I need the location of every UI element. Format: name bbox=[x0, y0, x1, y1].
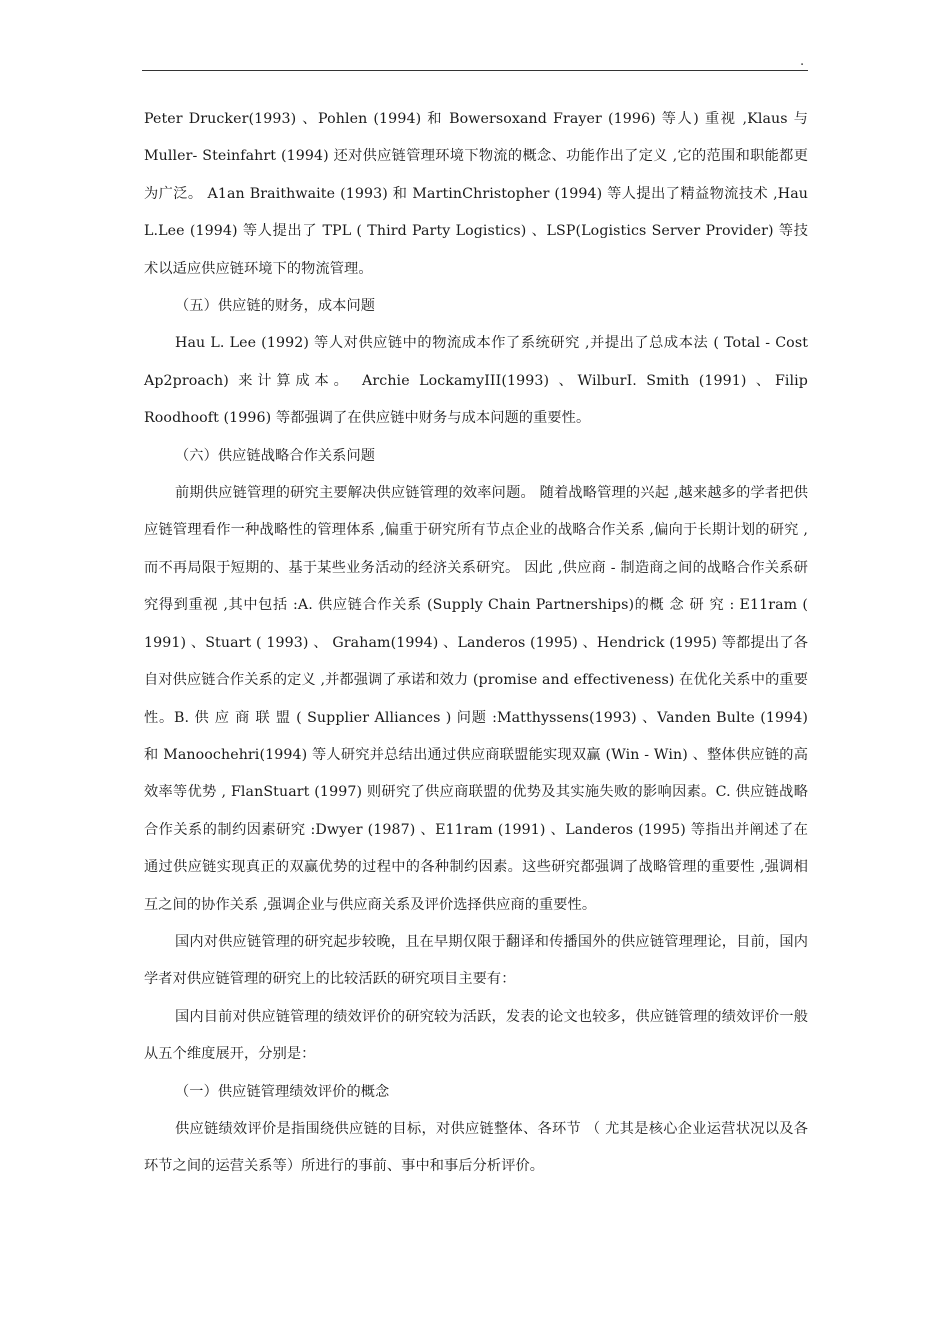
header-mark: . bbox=[800, 54, 805, 69]
paragraph-performance-concept: 供应链绩效评价是指围绕供应链的目标，对供应链整体、各环节 （ 尤其是核心企业运营状况以及各环节之间的运营关系等）所进行的事前、事中和事后分析评价。 bbox=[144, 1120, 808, 1175]
paragraph-domestic-research: 国内对供应链管理的研究起步较晚，且在早期仅限于翻译和传播国外的供应链管理理论，目前，国内学者对供应链管理的研究上的比较活跃的研究项目主要有： bbox=[144, 933, 808, 988]
document-body bbox=[144, 101, 808, 1186]
paragraph-strategic-partnership: 前期供应链管理的研究主要解决供应链管理的效率问题。 随着战略管理的兴起 ,越来越多的学者把供应链管理看作一种战略性的管理体系 ,偏重于研究所有节点企业的战略合作关系 ,偏向于长期计划的研究 ,而不再局限于短期的、基于某些业务活动的经济关系研究。 因此 ,供应商 - 制造商之间的战略合作关系研究得到重视 ,其中包括 :A. 供应链合作关系 (Supply Chain Partnerships)的概 念 研 究 : E11ram ( 1991) 、Stuart ( 1993) 、 Graham(1994) 、Landeros (1995) 、Hendrick (1995) 等都提出了各自对供应链合作关系的定义 ,并都强调了承诺和效力 (promise and effectiveness) 在优化关系中的重要性。B. 供 应 商 联 盟 ( Supplier Alliances ) 问题 :Matthyssens(1993) 、Vanden Bulte (1994) 和 Manoochehri(1994) 等人研究并总结出通过供应商联盟能实现双赢 (Win - Win) 、整体供应链的高效率等优势 , FlanStuart (1997) 则研究了供应商联盟的优势及其实施失败的影响因素。C. 供应链战略合作关系的制约因素研究 :Dwyer (1987) 、E11ram (1991) 、Landeros (1995) 等指出并阐述了在通过供应链实现真正的双赢优势的过程中的各种制约因素。这些研究都强调了战略管理的重要性 ,强调相互之间的协作关系 ,强调企业与供应商关系及评价选择供应商的重要性。 bbox=[144, 485, 808, 913]
section-heading-finance-cost: （五）供应链的财务，成本问题 bbox=[175, 298, 376, 315]
section-heading-performance-concept: （一）供应链管理绩效评价的概念 bbox=[175, 1083, 390, 1100]
paragraph-logistics-research: Peter Drucker(1993) 、Pohlen (1994) 和 Bowersoxand Frayer (1996) 等人) 重视 ,Klaus 与 Muller- Steinfahrt (1994) 还对供应链管理环境下物流的概念、功能作出了定义 ,它的范围和职能都更为广泛。 A1an Braithwaite (1993) 和 MartinChristopher (1994) 等人提出了精益物流技术 ,Hau L.Lee (1994) 等人提出了 TPL ( Third Party Logistics) 、LSP(Logistics Server Provider) 等技术以适应供应链环境下的物流管理。 bbox=[144, 111, 808, 277]
paragraph-performance-evaluation-intro: 国内目前对供应链管理的绩效评价的研究较为活跃，发表的论文也较多，供应链管理的绩效评价一般从五个维度展开，分别是： bbox=[144, 1008, 808, 1063]
paragraph-finance-cost: Hau L. Lee (1992) 等人对供应链中的物流成本作了系统研究 ,并提出了总成本法 ( Total - Cost Ap2proach) 来计算成本。 Archie LockamyIII(1993) 、WilburI. Smith (1991) 、Filip Roodhooft (1996) 等都强调了在供应链中财务与成本问题的重要性。 bbox=[144, 335, 808, 427]
section-heading-strategic-partnership: （六）供应链战略合作关系问题 bbox=[175, 447, 376, 464]
header-rule bbox=[142, 70, 808, 71]
